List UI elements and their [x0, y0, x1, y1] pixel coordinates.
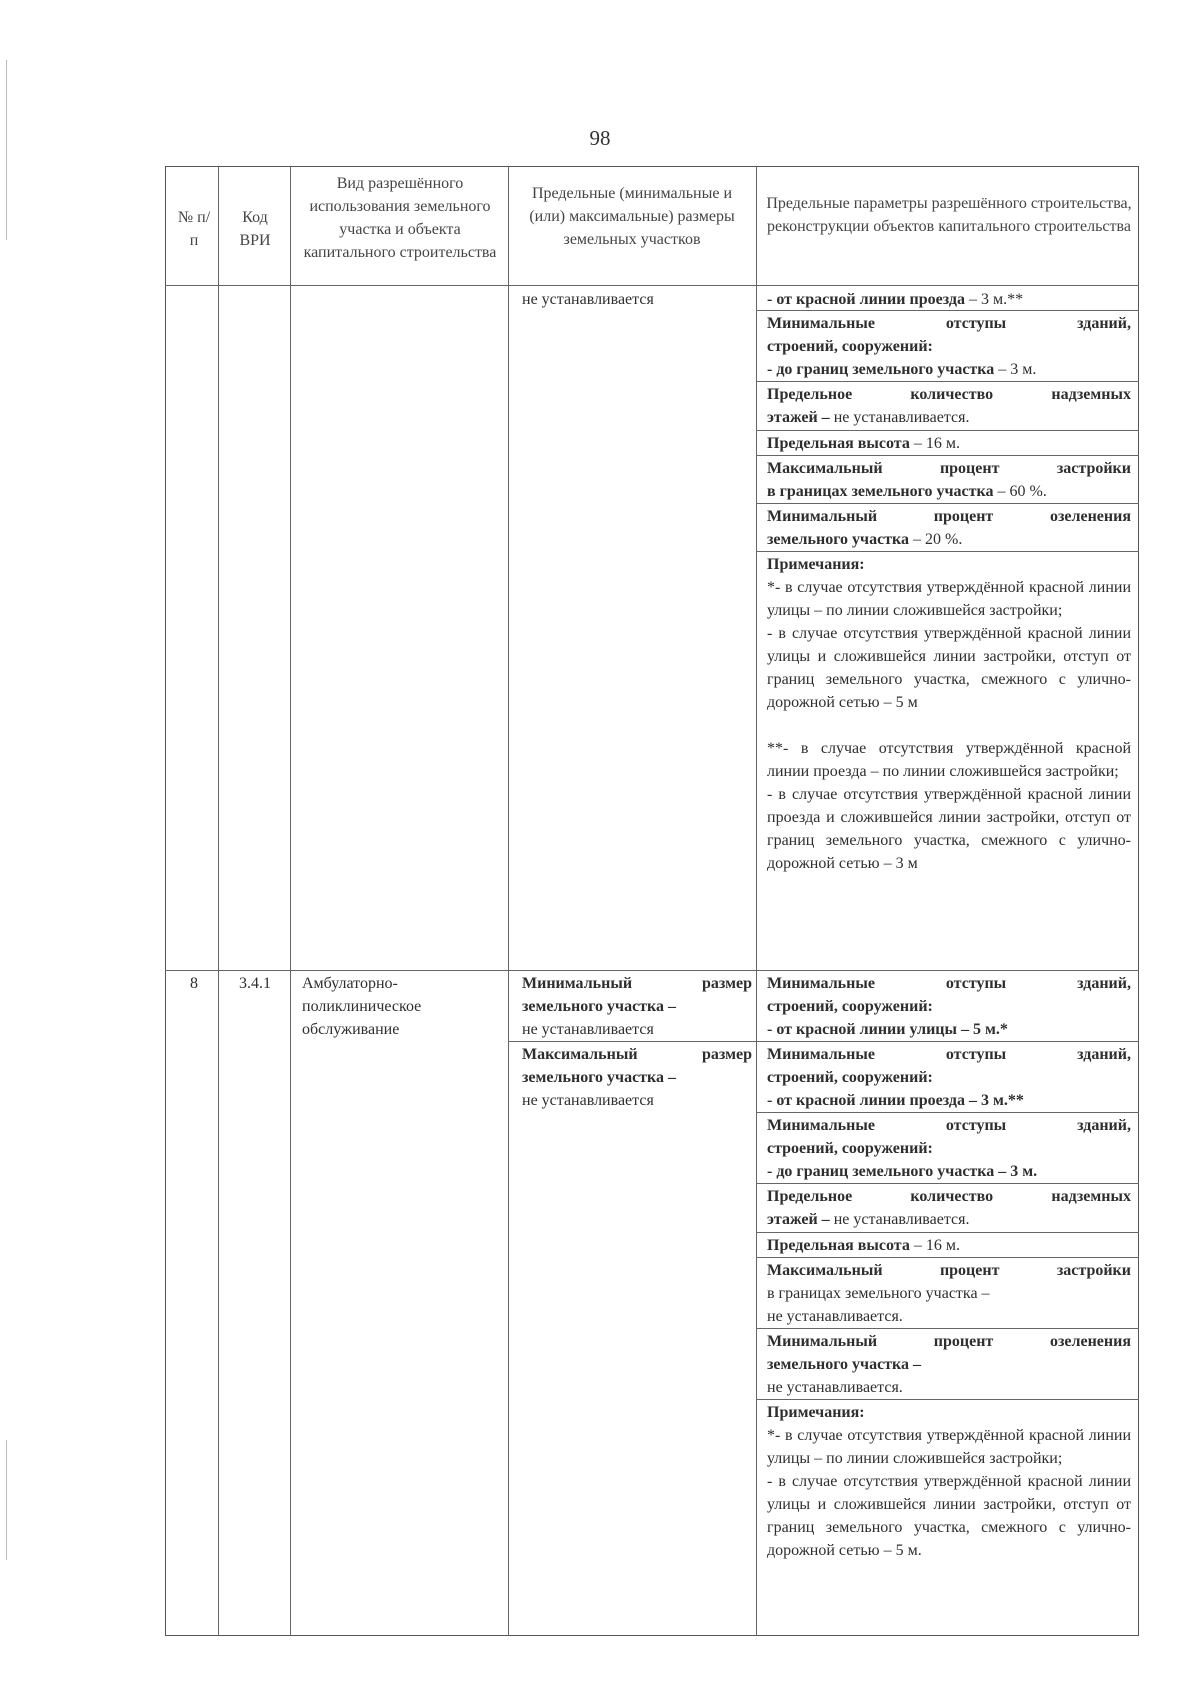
param-divider	[756, 1041, 1139, 1042]
param-title-2: строений, сооружений:	[767, 338, 933, 355]
param-floors	[767, 383, 1131, 429]
max-size-value: не устанавливается	[522, 1092, 654, 1109]
param-divider	[756, 1257, 1139, 1258]
param-value: – 60 %.	[993, 483, 1047, 500]
param-title: Минимальные отступы зданий,	[767, 315, 1131, 332]
param-title: Минимальные отступы зданий,	[767, 975, 1131, 992]
param-title: Минимальный процент озеленения	[767, 508, 1131, 525]
param-label: земельного участка	[767, 531, 910, 548]
param-min-greenery	[767, 505, 1131, 551]
param-divider	[756, 551, 1139, 552]
size-divider	[508, 1041, 756, 1042]
header-num: № п/п	[177, 209, 211, 249]
col-divider	[218, 166, 219, 1636]
param-value: не устанавливается.	[829, 1211, 970, 1228]
param-line: - до границ земельного участка – 3 м.	[767, 1163, 1038, 1180]
param-line: - от красной линии улицы – 5 м.*	[767, 1021, 1008, 1038]
param-label: - до границ земельного участка	[767, 361, 995, 378]
param-value: не устанавливается.	[829, 409, 970, 426]
param-value: – 3 м.	[994, 361, 1037, 378]
param-title: Максимальный процент застройки	[767, 460, 1131, 477]
param-divider	[756, 310, 1139, 311]
header-code: Код ВРИ	[239, 209, 271, 249]
param-title: Максимальный процент застройки	[767, 1262, 1131, 1279]
param-value: не устанавливается.	[767, 1379, 903, 1396]
param-title: Предельное количество надземных	[767, 386, 1131, 403]
header-size: Предельные (минимальные и (или) максимальные) размеры земельных участков	[529, 185, 735, 248]
param-value: – 20 %.	[909, 531, 963, 548]
param-label: Предельная высота	[767, 435, 910, 452]
note-item: - в случае отсутствия утверждённой красной линии проезда и сложившейся линии застройки, отступ от границ земельного участка, смежного с улично-дорожной сетью – 3 м	[767, 786, 1131, 872]
col-divider	[756, 166, 757, 1636]
note-item: **- в случае отсутствия утверждённой красной линии проезда – по линии сложившейся застройки;	[767, 740, 1131, 780]
scan-edge-mark	[6, 1440, 7, 1560]
row-code: 3.4.1	[239, 975, 271, 992]
min-size-cell	[522, 972, 752, 1041]
size-cell-text: не устанавливается	[522, 291, 654, 308]
note-item: *- в случае отсутствия утверждённой красной линии улицы – по линии сложившейся застройки;	[767, 579, 1131, 619]
param-value: – 16 м.	[909, 1237, 960, 1254]
param-title: Минимальные отступы зданий,	[767, 1117, 1131, 1134]
param-height	[767, 432, 1131, 455]
header-params: Предельные параметры разрешённого строительства, реконструкции объектов капитального строительства	[766, 195, 1132, 235]
param-line: в границах земельного участка –	[767, 1285, 990, 1302]
param-line: - от красной линии проезда – 3 м.**	[767, 1092, 1024, 1109]
param-divider	[756, 455, 1139, 456]
param-min-greenery	[767, 1330, 1131, 1399]
notes-title: Примечания:	[767, 1404, 865, 1421]
param-divider	[756, 1232, 1139, 1233]
param-divider	[756, 430, 1139, 431]
note-item: - в случае отсутствия утверждённой красной линии улицы и сложившейся линии застройки, отступ от границ земельного участка, смежного с улично-дорожной сетью – 5 м.	[767, 1473, 1131, 1559]
param-title-2: строений, сооружений:	[767, 1140, 933, 1157]
min-size-label: Минимальный размер земельного участка –	[522, 975, 752, 1015]
param-divider	[756, 1183, 1139, 1184]
header-type: Вид разрешённого использования земельного участка и объекта капитального строительства	[303, 175, 497, 261]
note-item: - в случае отсутствия утверждённой красной линии улицы и сложившейся линии застройки, отступ от границ земельного участка, смежного с улично-дорожной сетью – 5 м	[767, 625, 1131, 711]
notes-title: Примечания:	[767, 556, 865, 573]
param-height	[767, 1234, 1131, 1257]
param-divider	[756, 1112, 1139, 1113]
row-divider	[165, 970, 1139, 971]
param-label: Предельная высота	[767, 1237, 910, 1254]
param-max-coverage	[767, 457, 1131, 503]
header-bottom-line	[165, 285, 1139, 286]
row-use-type: Амбулаторно-поликлиническое обслуживание	[302, 975, 422, 1038]
param-line: земельного участка –	[767, 1356, 922, 1373]
col-divider	[508, 166, 509, 1636]
param-divider	[756, 381, 1139, 382]
max-size-label: Максимальный размер земельного участка –	[522, 1046, 752, 1086]
param-value: – 3 м.**	[964, 291, 1024, 308]
col-divider	[290, 166, 291, 1636]
param-red-line-passage	[767, 288, 1131, 311]
row-number: 8	[190, 975, 198, 992]
param-value: – 16 м.	[909, 435, 960, 452]
param-setback-passage	[767, 1043, 1131, 1112]
param-min-setback	[767, 312, 1131, 381]
param-title-2: строений, сооружений:	[767, 998, 933, 1015]
param-setback-plot	[767, 1114, 1131, 1183]
param-title: Минимальные отступы зданий,	[767, 1046, 1131, 1063]
note-item: *- в случае отсутствия утверждённой красной линии улицы – по линии сложившейся застройки;	[767, 1427, 1131, 1467]
notes-block	[767, 1401, 1131, 1562]
param-divider	[756, 1399, 1139, 1400]
param-floors	[767, 1185, 1131, 1231]
param-title: Предельное количество надземных	[767, 1188, 1131, 1205]
param-divider	[756, 503, 1139, 504]
param-divider	[756, 1328, 1139, 1329]
param-label: этажей –	[767, 1211, 830, 1228]
param-value: не устанавливается.	[767, 1308, 903, 1325]
notes-block	[767, 553, 1131, 875]
param-title-2: строений, сооружений:	[767, 1069, 933, 1086]
param-max-coverage	[767, 1259, 1131, 1328]
page-number: 98	[589, 126, 611, 150]
param-setback-street	[767, 972, 1131, 1041]
param-label: этажей –	[767, 409, 830, 426]
min-size-value: не устанавливается	[522, 1021, 654, 1038]
param-label: - от красной линии проезда	[767, 291, 965, 308]
max-size-cell	[522, 1043, 752, 1112]
param-label: в границах земельного участка	[767, 483, 994, 500]
param-title: Минимальный процент озеленения	[767, 1333, 1131, 1350]
